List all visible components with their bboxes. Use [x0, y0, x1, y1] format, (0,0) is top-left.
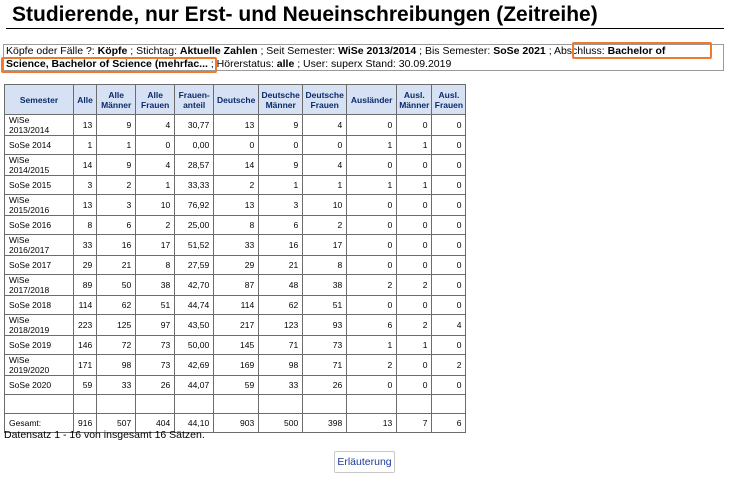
table-cell: 2 [136, 216, 175, 235]
filter-abschluss-value-cont: Science, Bachelor of Science (mehrfac... [6, 58, 208, 70]
table-cell: 0 [397, 155, 432, 176]
table-row [5, 376, 466, 395]
table-cell [303, 395, 347, 414]
table-cell: 0 [397, 195, 432, 216]
record-count: Datensatz 1 - 16 von insgesamt 16 Sätzen. [4, 429, 205, 441]
table-row [5, 355, 466, 376]
table-row [5, 136, 466, 155]
table-cell: 4 [136, 115, 175, 136]
table-cell: 17 [136, 235, 175, 256]
table-cell: 0 [432, 336, 466, 355]
table-cell: 145 [214, 336, 259, 355]
filter-seit-label: ; Seit Semester: [257, 45, 339, 57]
table-cell: 0 [397, 296, 432, 315]
table-cell: 10 [303, 195, 347, 216]
table-cell: 0 [136, 136, 175, 155]
table-cell: 44,07 [175, 376, 214, 395]
table-cell: 2 [347, 275, 397, 296]
filter-koepfe-label: Köpfe oder Fälle ?: [6, 45, 98, 57]
table-cell-semester: SoSe 2020 [5, 376, 74, 395]
table-cell: 38 [136, 275, 175, 296]
table-cell: 13 [214, 195, 259, 216]
table-cell: 2 [214, 176, 259, 195]
table-row [5, 296, 466, 315]
table-cell-semester: WiSe 2017/2018 [5, 275, 74, 296]
table-cell: 72 [97, 336, 136, 355]
table-cell: 114 [214, 296, 259, 315]
table-cell-semester: WiSe 2016/2017 [5, 235, 74, 256]
table-cell: 87 [214, 275, 259, 296]
table-cell: 48 [259, 275, 303, 296]
table-cell: 0,00 [175, 136, 214, 155]
table-cell-semester: Gesamt: [5, 414, 74, 433]
filter-stichtag-value: Aktuelle Zahlen [179, 45, 258, 57]
table-cell: 4 [136, 155, 175, 176]
table-cell-semester [5, 395, 74, 414]
table-cell: 1 [259, 176, 303, 195]
table-cell: 1 [347, 136, 397, 155]
table-cell [175, 395, 214, 414]
table-cell-semester: WiSe 2013/2014 [5, 115, 74, 136]
table-cell-semester: SoSe 2017 [5, 256, 74, 275]
table-cell: 98 [97, 355, 136, 376]
table-cell: 13 [74, 195, 97, 216]
table-cell: 27,59 [175, 256, 214, 275]
table-cell: 50 [97, 275, 136, 296]
table-cell: 6 [432, 414, 466, 433]
table-cell: 0 [347, 216, 397, 235]
table-cell: 62 [97, 296, 136, 315]
table-cell: 8 [74, 216, 97, 235]
filter-abschluss-value: Bachelor of [607, 45, 666, 57]
col-header-deutsche-frauen: Deutsche Frauen [303, 85, 347, 115]
table-cell: 0 [432, 376, 466, 395]
filter-bis-value: SoSe 2021 [493, 45, 546, 57]
table-cell: 0 [432, 176, 466, 195]
table-cell: 51 [303, 296, 347, 315]
explanation-button[interactable]: Erläuterung [334, 451, 395, 473]
table-cell: 30,77 [175, 115, 214, 136]
table-cell: 0 [303, 136, 347, 155]
table-cell: 404 [136, 414, 175, 433]
table-cell: 8 [303, 256, 347, 275]
table-cell: 0 [347, 296, 397, 315]
table-cell: 44,10 [175, 414, 214, 433]
table-cell: 8 [136, 256, 175, 275]
table-cell: 21 [97, 256, 136, 275]
table-cell: 1 [136, 176, 175, 195]
page-title: Studierende, nur Erst- und Neueinschreibungen (Zeitreihe) [12, 3, 598, 26]
table-cell: 0 [259, 136, 303, 155]
table-cell: 171 [74, 355, 97, 376]
table-cell-semester: SoSe 2014 [5, 136, 74, 155]
table-cell: 0 [397, 115, 432, 136]
table-cell: 2 [432, 355, 466, 376]
table-header-row [5, 85, 466, 115]
table-cell: 14 [74, 155, 97, 176]
col-header-deutsche-maenner: Deutsche Männer [259, 85, 303, 115]
abschluss-highlight-box [572, 42, 712, 59]
table-cell: 17 [303, 235, 347, 256]
table-cell [259, 395, 303, 414]
table-cell-semester: WiSe 2015/2016 [5, 195, 74, 216]
table-cell: 89 [74, 275, 97, 296]
table-cell: 29 [74, 256, 97, 275]
table-cell: 73 [303, 336, 347, 355]
title-divider [6, 28, 724, 29]
table-cell: 2 [347, 355, 397, 376]
table-cell: 33,33 [175, 176, 214, 195]
table-row [5, 176, 466, 195]
table-cell: 6 [347, 315, 397, 336]
table-cell: 29 [214, 256, 259, 275]
table-cell: 1 [347, 336, 397, 355]
table-cell: 0 [432, 195, 466, 216]
table-cell: 0 [347, 195, 397, 216]
table-cell: 123 [259, 315, 303, 336]
filter-hoerer-value: alle [276, 58, 295, 70]
table-cell: 43,50 [175, 315, 214, 336]
table-cell: 2 [397, 275, 432, 296]
table-empty-row [5, 395, 466, 414]
table-cell: 50,00 [175, 336, 214, 355]
table-cell: 0 [432, 296, 466, 315]
filter-stichtag-label: ; Stichtag: [127, 45, 180, 57]
table-row [5, 235, 466, 256]
table-cell: 6 [97, 216, 136, 235]
table-cell: 223 [74, 315, 97, 336]
table-cell: 9 [97, 115, 136, 136]
table-cell: 500 [259, 414, 303, 433]
table-cell: 4 [303, 155, 347, 176]
table-cell: 33 [214, 235, 259, 256]
table-cell: 2 [303, 216, 347, 235]
table-cell: 71 [303, 355, 347, 376]
table-cell: 3 [259, 195, 303, 216]
table-cell-semester: WiSe 2019/2020 [5, 355, 74, 376]
table-cell: 903 [214, 414, 259, 433]
table-cell: 16 [97, 235, 136, 256]
table-cell-semester: WiSe 2018/2019 [5, 315, 74, 336]
table-cell: 7 [397, 414, 432, 433]
col-header-frauenanteil: Frauen- anteil [175, 85, 214, 115]
table-cell [136, 395, 175, 414]
col-header-alle-frauen: Alle Frauen [136, 85, 175, 115]
table-cell: 13 [74, 115, 97, 136]
table-cell: 21 [259, 256, 303, 275]
abschluss-highlight-box-continued [1, 57, 217, 73]
filter-abschluss-label: ; Abschluss: [545, 45, 608, 57]
table-cell: 4 [432, 315, 466, 336]
table-cell: 1 [397, 176, 432, 195]
table-cell: 0 [347, 155, 397, 176]
table-cell-semester: WiSe 2014/2015 [5, 155, 74, 176]
table-cell: 0 [432, 235, 466, 256]
table-cell: 98 [259, 355, 303, 376]
table-row [5, 216, 466, 235]
table-cell: 33 [74, 235, 97, 256]
table-cell: 14 [214, 155, 259, 176]
table-cell: 73 [136, 355, 175, 376]
table-cell: 2 [97, 176, 136, 195]
table-cell: 0 [347, 256, 397, 275]
table-cell: 10 [136, 195, 175, 216]
table-cell: 16 [259, 235, 303, 256]
table-cell: 0 [397, 216, 432, 235]
table-cell: 0 [432, 115, 466, 136]
table-cell: 51 [136, 296, 175, 315]
filter-user-stand: ; User: superx Stand: 30.09.2019 [294, 58, 452, 70]
table-row [5, 275, 466, 296]
table-cell: 76,92 [175, 195, 214, 216]
table-cell: 0 [397, 355, 432, 376]
table-cell: 28,57 [175, 155, 214, 176]
col-header-alle-maenner: Alle Männer [97, 85, 136, 115]
table-cell: 1 [303, 176, 347, 195]
table-cell: 169 [214, 355, 259, 376]
table-row [5, 115, 466, 136]
table-cell: 1 [74, 136, 97, 155]
table-cell [97, 395, 136, 414]
filter-bis-label: ; Bis Semester: [416, 45, 494, 57]
table-cell: 33 [259, 376, 303, 395]
table-cell: 0 [397, 235, 432, 256]
table-cell: 398 [303, 414, 347, 433]
col-header-ausl-frauen: Ausl. Frauen [432, 85, 466, 115]
table-cell: 0 [432, 275, 466, 296]
table-cell: 9 [259, 155, 303, 176]
table-cell: 2 [397, 315, 432, 336]
table-cell: 0 [397, 376, 432, 395]
filter-hoerer-label: ; Hörerstatus: [207, 58, 277, 70]
table-cell: 9 [97, 155, 136, 176]
table-cell: 0 [214, 136, 259, 155]
table-cell: 13 [347, 414, 397, 433]
table-cell: 125 [97, 315, 136, 336]
table-cell: 62 [259, 296, 303, 315]
table-cell-semester: SoSe 2019 [5, 336, 74, 355]
table-cell: 0 [397, 256, 432, 275]
table-cell: 217 [214, 315, 259, 336]
table-row [5, 336, 466, 355]
table-cell: 33 [97, 376, 136, 395]
table-cell: 1 [97, 136, 136, 155]
table-cell: 38 [303, 275, 347, 296]
table-cell: 146 [74, 336, 97, 355]
table-cell-semester: SoSe 2016 [5, 216, 74, 235]
col-header-auslaender: Ausländer [347, 85, 397, 115]
filter-koepfe-value: Köpfe [97, 45, 128, 57]
table-cell [74, 395, 97, 414]
table-cell: 42,70 [175, 275, 214, 296]
table-cell: 4 [303, 115, 347, 136]
table-cell: 59 [214, 376, 259, 395]
table-cell: 1 [397, 336, 432, 355]
table-cell: 9 [259, 115, 303, 136]
table-cell: 73 [136, 336, 175, 355]
results-table [4, 84, 466, 433]
table-cell: 1 [397, 136, 432, 155]
table-cell: 0 [432, 155, 466, 176]
table-cell: 3 [97, 195, 136, 216]
table-row [5, 195, 466, 216]
table-cell: 0 [347, 376, 397, 395]
table-cell [397, 395, 432, 414]
table-cell: 0 [347, 115, 397, 136]
filter-seit-value: WiSe 2013/2014 [338, 45, 417, 57]
table-cell: 1 [347, 176, 397, 195]
table-cell: 93 [303, 315, 347, 336]
table-cell: 114 [74, 296, 97, 315]
table-cell: 8 [214, 216, 259, 235]
table-cell: 0 [432, 216, 466, 235]
col-header-ausl-maenner: Ausl. Männer [397, 85, 432, 115]
table-cell: 0 [432, 136, 466, 155]
table-cell: 26 [136, 376, 175, 395]
table-cell: 97 [136, 315, 175, 336]
table-cell: 6 [259, 216, 303, 235]
table-row [5, 155, 466, 176]
table-cell: 507 [97, 414, 136, 433]
table-cell-semester: SoSe 2018 [5, 296, 74, 315]
table-cell [214, 395, 259, 414]
col-header-deutsche: Deutsche [214, 85, 259, 115]
table-cell: 0 [432, 256, 466, 275]
table-cell: 42,69 [175, 355, 214, 376]
col-header-alle: Alle [74, 85, 97, 115]
table-cell: 3 [74, 176, 97, 195]
table-cell: 25,00 [175, 216, 214, 235]
table-cell: 13 [214, 115, 259, 136]
table-cell: 916 [74, 414, 97, 433]
table-cell: 71 [259, 336, 303, 355]
table-cell: 26 [303, 376, 347, 395]
table-cell: 0 [347, 235, 397, 256]
table-cell: 51,52 [175, 235, 214, 256]
table-cell: 59 [74, 376, 97, 395]
table-cell-semester: SoSe 2015 [5, 176, 74, 195]
table-cell [347, 395, 397, 414]
table-cell: 44,74 [175, 296, 214, 315]
table-row [5, 256, 466, 275]
col-header-semester: Semester [5, 85, 74, 115]
table-cell [432, 395, 466, 414]
table-row [5, 315, 466, 336]
